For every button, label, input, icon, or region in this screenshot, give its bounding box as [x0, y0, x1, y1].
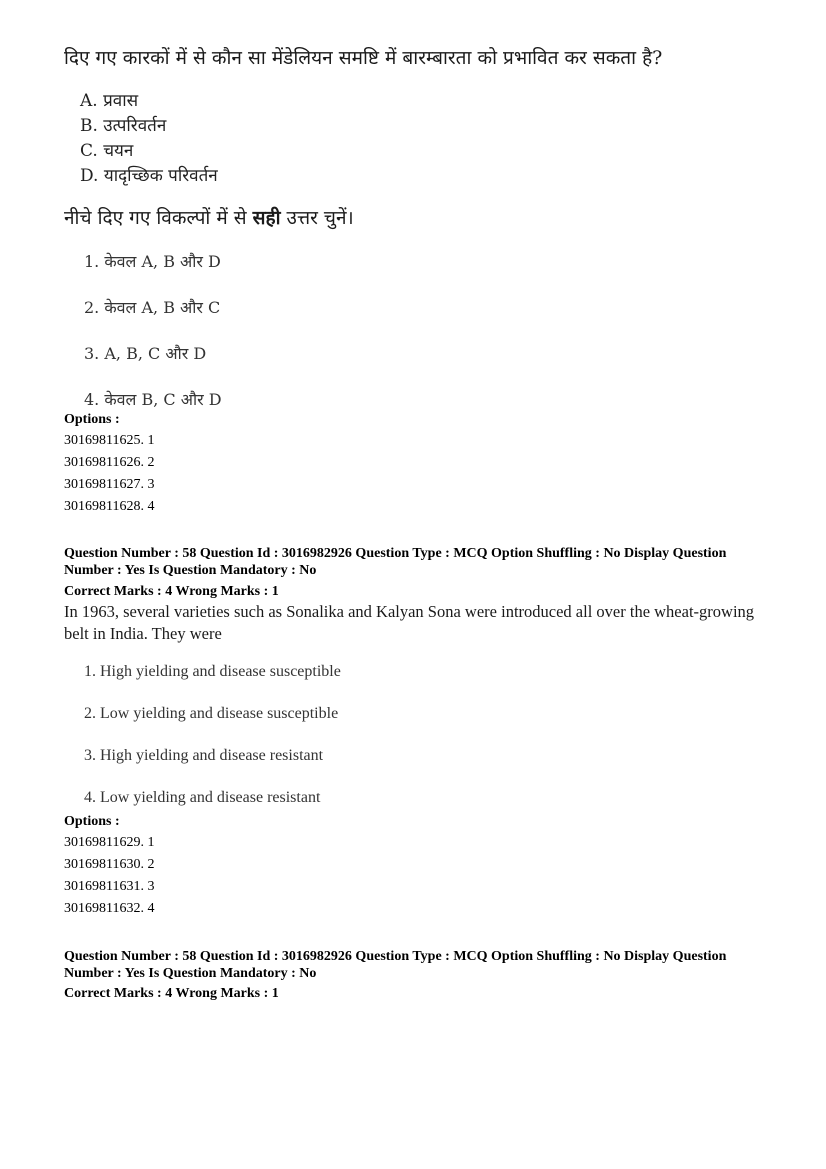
q1-option-3: 30169811627. 3 [64, 477, 155, 492]
q1-choice-2: 2. केवल A, B और C [84, 298, 221, 317]
q2-marks: Correct Marks : 4 Wrong Marks : 1 [64, 584, 279, 599]
factor-d: D. यादृच्छिक परिवर्तन [80, 166, 218, 186]
q2-option-1: 30169811629. 1 [64, 835, 155, 850]
instruction-pre: नीचे दिए गए विकल्पों में से [64, 207, 253, 229]
question-1-text: दिए गए कारकों में से कौन सा मेंडेलियन समष्टि में बारम्बारता को प्रभावित कर सकता है? [64, 47, 663, 69]
q2-choice-2: 2. Low yielding and disease susceptible [84, 705, 339, 722]
q1-choice-3: 3. A, B, C और D [84, 344, 207, 363]
q1-option-1: 30169811625. 1 [64, 433, 155, 448]
q2-choice-1: 1. High yielding and disease susceptible [84, 663, 341, 680]
q3-marks: Correct Marks : 4 Wrong Marks : 1 [64, 986, 279, 1001]
q1-options-label: Options : [64, 412, 120, 427]
q2-meta-line1: Question Number : 58 Question Id : 3016982926 Question Type : MCQ Option Shuffling : No Display Question [64, 546, 727, 561]
q2-options-label: Options : [64, 814, 120, 829]
factor-a: A. प्रवास [80, 91, 139, 111]
factor-c: C. चयन [80, 141, 134, 161]
q2-choice-4: 4. Low yielding and disease resistant [84, 789, 321, 806]
instruction [64, 204, 354, 230]
q1-choice-4: 4. केवल B, C और D [84, 390, 222, 409]
q2-meta-line2: Number : Yes Is Question Mandatory : No [64, 563, 317, 578]
q3-meta-line1: Question Number : 58 Question Id : 3016982926 Question Type : MCQ Option Shuffling : No Display Question [64, 949, 727, 964]
q1-choice-1: 1. केवल A, B और D [84, 252, 221, 271]
q2-option-3: 30169811631. 3 [64, 879, 155, 894]
instruction-bold: सही [252, 207, 281, 229]
q2-option-4: 30169811632. 4 [64, 901, 155, 916]
factor-b: B. उत्परिवर्तन [80, 116, 167, 136]
instruction-post: उत्तर चुनें। [280, 207, 354, 229]
q2-choice-3: 3. High yielding and disease resistant [84, 747, 324, 764]
q1-option-2: 30169811626. 2 [64, 455, 155, 470]
question-2-text: In 1963, several varieties such as Sonalika and Kalyan Sona were introduced all over the wheat-growing belt in India. They were [64, 602, 755, 643]
q3-meta-line2: Number : Yes Is Question Mandatory : No [64, 966, 317, 981]
q1-option-4: 30169811628. 4 [64, 499, 155, 514]
q2-option-2: 30169811630. 2 [64, 857, 155, 872]
